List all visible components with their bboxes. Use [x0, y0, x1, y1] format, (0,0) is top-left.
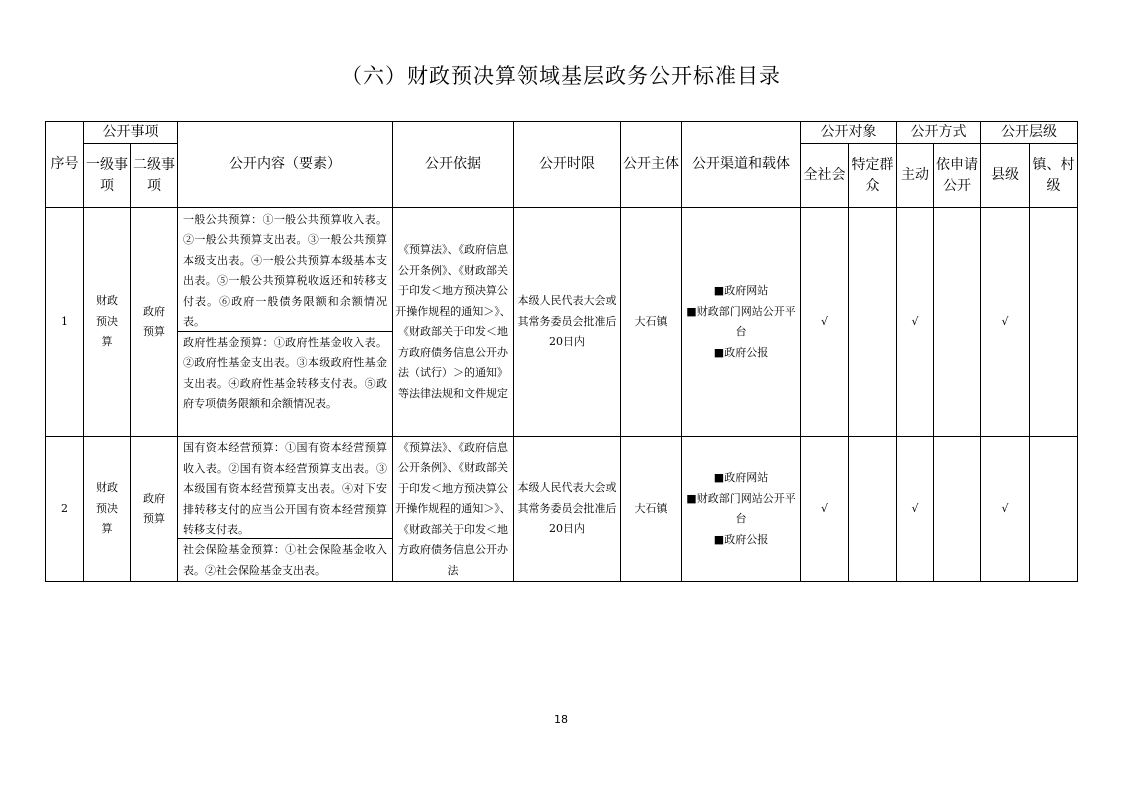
- content-item: 国有资本经营预算：①国有资本经营预算收入表。②国有资本经营预算支出表。③本级国有资本经营预算支出表。④对下安排转移支付的应当公开国有资本经营预算转移支付表。: [183, 441, 387, 536]
- row-subject: 大石镇: [621, 437, 682, 582]
- row-basis: 《预算法》、《政府信息公开条例》、《财政部关于印发＜地方预决算公开操作规程的通知＞》、《财政部关于印发＜地方政府债务信息公开办法（试行）＞的通知》等法律法规和文件规定: [393, 208, 514, 437]
- row-content: [178, 208, 393, 437]
- header-content: 公开内容（要素）: [178, 122, 393, 208]
- channel-item: ■财政部门网站公开平台: [686, 491, 796, 525]
- content-item: 社会保险基金预算：①社会保险基金收入表。②社会保险基金支出表。: [178, 538, 392, 581]
- header-seq: 序号: [46, 122, 84, 208]
- header-time-limit: 公开时限: [514, 122, 621, 208]
- row-method-active-check: √: [897, 437, 934, 582]
- channel-item: ■财政部门网站公开平台: [686, 304, 796, 338]
- row-method-apply-check: [934, 437, 981, 582]
- row-content: [178, 437, 393, 582]
- header-method-apply: 依申请公开: [934, 144, 981, 208]
- basis-text: 《预算法》、《政府信息公开条例》、《财政部关于印发＜地方预决算公开操作规程的通知＞》、《财政部关于印发＜地方政府债务信息公开办法: [395, 440, 511, 577]
- channel-item: ■政府网站: [713, 284, 769, 297]
- row-target-all-check: √: [801, 437, 849, 582]
- header-method-active: 主动: [897, 144, 934, 208]
- row-target-all-check: √: [801, 208, 849, 437]
- row-basis: [393, 437, 514, 582]
- header-level1: 一级事项: [84, 144, 131, 208]
- header-public-items: 公开事项: [84, 122, 178, 144]
- header-level2: 二级事项: [131, 144, 178, 208]
- row-level2: 政府预算: [131, 208, 178, 437]
- row-level1: 财政预决算: [84, 208, 131, 437]
- standard-catalog-table: [45, 121, 1078, 582]
- row-channels: [682, 437, 801, 582]
- row-level-town-check: [1030, 208, 1078, 437]
- content-item: 政府性基金预算：①政府性基金收入表。②政府性基金支出表。③本级政府性基金支出表。④政府性基金转移支付表。⑤政府专项债务限额和余额情况表。: [178, 331, 392, 436]
- row-time-limit: 本级人民代表大会或其常务委员会批准后20日内: [514, 437, 621, 582]
- row-subject: 大石镇: [621, 208, 682, 437]
- page-number: 18: [554, 713, 568, 726]
- header-method: 公开方式: [897, 122, 981, 144]
- channel-item: ■政府公报: [713, 345, 769, 359]
- row-level-county-check: √: [981, 208, 1030, 437]
- header-target-specific: 特定群众: [849, 144, 897, 208]
- row-seq: 1: [46, 208, 84, 437]
- table-row: [46, 437, 1078, 582]
- row-target-specific-check: [849, 208, 897, 437]
- header-level-town: 镇、村级: [1030, 144, 1078, 208]
- header-level-county: 县级: [981, 144, 1030, 208]
- header-channel: 公开渠道和载体: [682, 122, 801, 208]
- row-method-active-check: √: [897, 208, 934, 437]
- header-row-1: [46, 122, 1078, 144]
- table-row: [46, 208, 1078, 437]
- channel-item: ■政府公报: [713, 532, 769, 546]
- page-title: （六）财政预决算领域基层政务公开标准目录: [341, 64, 781, 88]
- row-level-county-check: √: [981, 437, 1030, 582]
- header-subject: 公开主体: [621, 122, 682, 208]
- row-channels: [682, 208, 801, 437]
- row-level1: 财政预决算: [84, 437, 131, 582]
- row-level2: 政府预算: [131, 437, 178, 582]
- content-item: 一般公共预算：①一般公共预算收入表。②一般公共预算支出表。③一般公共预算本级支出表。④一般公共预算本级基本支出表。⑤一般公共预算税收返还和转移支付表。⑥政府一般债务限额和余额情况表。: [183, 212, 387, 328]
- row-time-limit: 本级人民代表大会或其常务委员会批准后20日内: [514, 208, 621, 437]
- header-level: 公开层级: [981, 122, 1078, 144]
- row-seq: 2: [46, 437, 84, 582]
- header-target-all: 全社会: [801, 144, 849, 208]
- row-level-town-check: [1030, 437, 1078, 582]
- row-method-apply-check: [934, 208, 981, 437]
- row-target-specific-check: [849, 437, 897, 582]
- header-target: 公开对象: [801, 122, 897, 144]
- header-basis: 公开依据: [393, 122, 514, 208]
- channel-item: ■政府网站: [713, 471, 769, 484]
